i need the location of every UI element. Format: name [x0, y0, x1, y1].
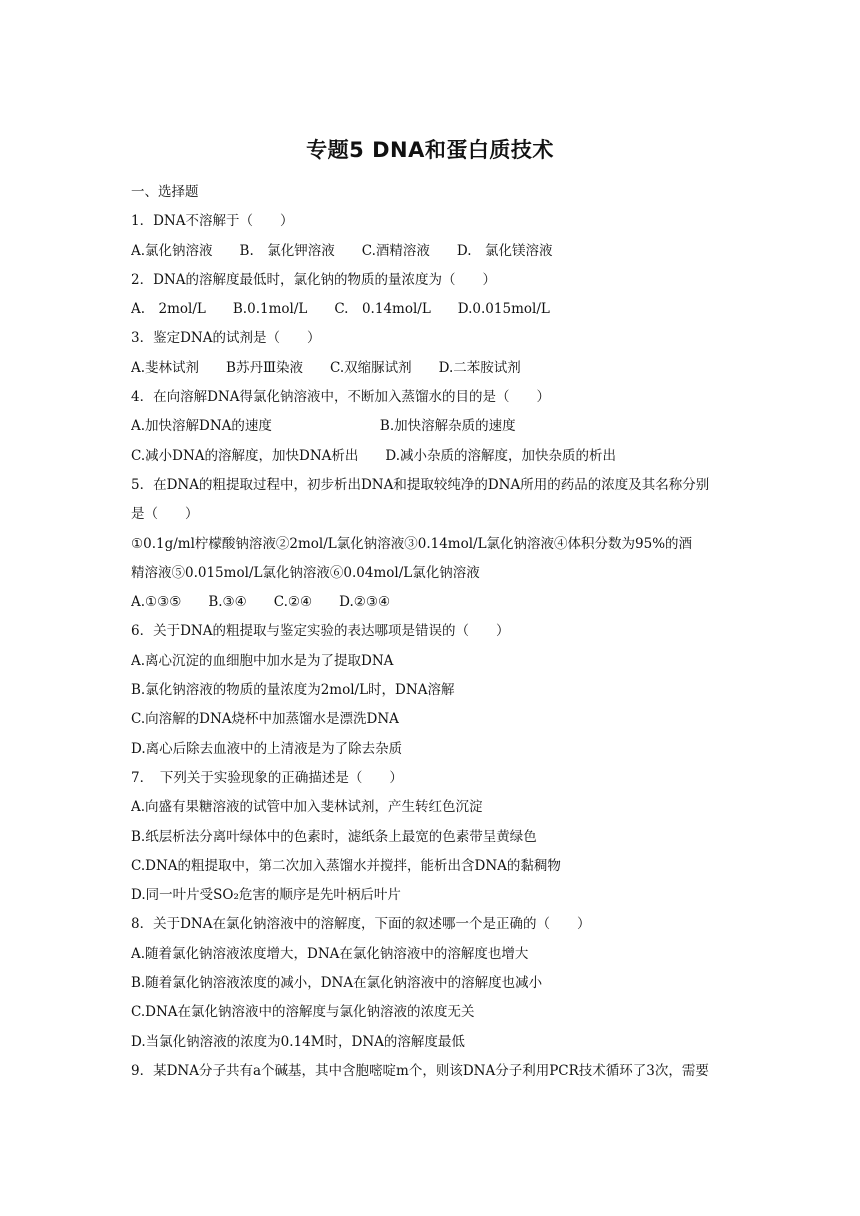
question-2-stem: 2．DNA的溶解度最低时，氯化钠的物质的量浓度为（ ）	[131, 271, 496, 288]
question-2-options: A. 2mol/L B.0.1mol/L C. 0.14mol/L D.0.015mol/L	[131, 301, 550, 318]
question-6-option-a: A.离心沉淀的血细胞中加水是为了提取DNA	[131, 652, 394, 669]
question-5-stem-cont: 是（ ）	[131, 506, 199, 523]
question-8-option-b: B.随着氯化钠溶液浓度的减小，DNA在氯化钠溶液中的溶解度也减小	[131, 975, 543, 992]
question-6-stem: 6．关于DNA的粗提取与鉴定实验的表达哪项是错误的（ ）	[131, 623, 510, 640]
question-4-options-cd: C.减小DNA的溶解度，加快DNA析出 D.减小杂质的溶解度，加快杂质的析出	[131, 447, 617, 464]
question-7-option-b: B.纸层析法分离叶绿体中的色素时，滤纸条上最宽的色素带呈黄绿色	[131, 828, 537, 845]
question-8-option-d: D.当氯化钠溶液的浓度为0.14M时，DNA的溶解度最低	[131, 1033, 465, 1050]
question-8-option-c: C.DNA在氯化钠溶液中的溶解度与氯化钠溶液的浓度无关	[131, 1004, 475, 1021]
section-heading: 一、选择题	[131, 184, 199, 200]
question-7-option-a: A.向盛有果糖溶液的试管中加入斐林试剂，产生转红色沉淀	[131, 799, 483, 816]
question-3-stem: 3．鉴定DNA的试剂是（ ）	[131, 330, 321, 347]
question-9-stem: 9．某DNA分子共有a个碱基，其中含胞嘧啶m个，则该DNA分子利用PCR技术循环了3次，需要	[131, 1062, 709, 1079]
question-4-stem: 4．在向溶解DNA得氯化钠溶液中，不断加入蒸馏水的目的是（ ）	[131, 389, 550, 406]
question-5-options: A.①③⑤ B.③④ C.②④ D.②③④	[131, 594, 391, 611]
question-7-stem: 7． 下列关于实验现象的正确描述是（ ）	[131, 769, 403, 786]
question-list	[131, 178, 743, 1086]
question-5-reagents: ①0.1g/ml柠檬酸钠溶液②2mol/L氯化钠溶液③0.14mol/L氯化钠溶液④体积分数为95%的酒	[131, 535, 693, 552]
document-title: 专题5 DNA和蛋白质技术	[306, 138, 554, 162]
question-8-stem: 8．关于DNA在氯化钠溶液中的溶解度，下面的叙述哪一个是正确的（ ）	[131, 916, 591, 933]
question-6-option-d: D.离心后除去血液中的上清液是为了除去杂质	[131, 740, 403, 757]
question-1-stem: 1．DNA不溶解于（ ）	[131, 213, 294, 230]
question-3-options: A.斐林试剂 B苏丹Ⅲ染液 C.双缩脲试剂 D.二苯胺试剂	[131, 359, 521, 376]
question-4-options-ab: A.加快溶解DNA的速度 B.加快溶解杂质的速度	[131, 418, 516, 435]
question-5-stem: 5．在DNA的粗提取过程中，初步析出DNA和提取较纯净的DNA所用的药品的浓度及其名称分别	[131, 476, 710, 493]
question-7-option-c: C.DNA的粗提取中，第二次加入蒸馏水并搅拌，能析出含DNA的黏稠物	[131, 857, 561, 874]
question-7-option-d: D.同一叶片受SO₂危害的顺序是先叶柄后叶片	[131, 887, 401, 904]
question-5-reagents-cont: 精溶液⑤0.015mol/L氯化钠溶液⑥0.04mol/L氯化钠溶液	[131, 564, 480, 581]
question-8-option-a: A.随着氯化钠溶液浓度增大，DNA在氯化钠溶液中的溶解度也增大	[131, 945, 529, 962]
question-6-option-b: B.氯化钠溶液的物质的量浓度为2mol/L时，DNA溶解	[131, 682, 455, 699]
question-1-options: A.氯化钠溶液 B. 氯化钾溶液 C.酒精溶液 D. 氯化镁溶液	[131, 242, 553, 259]
question-6-option-c: C.向溶解的DNA烧杯中加蒸馏水是漂洗DNA	[131, 711, 399, 728]
